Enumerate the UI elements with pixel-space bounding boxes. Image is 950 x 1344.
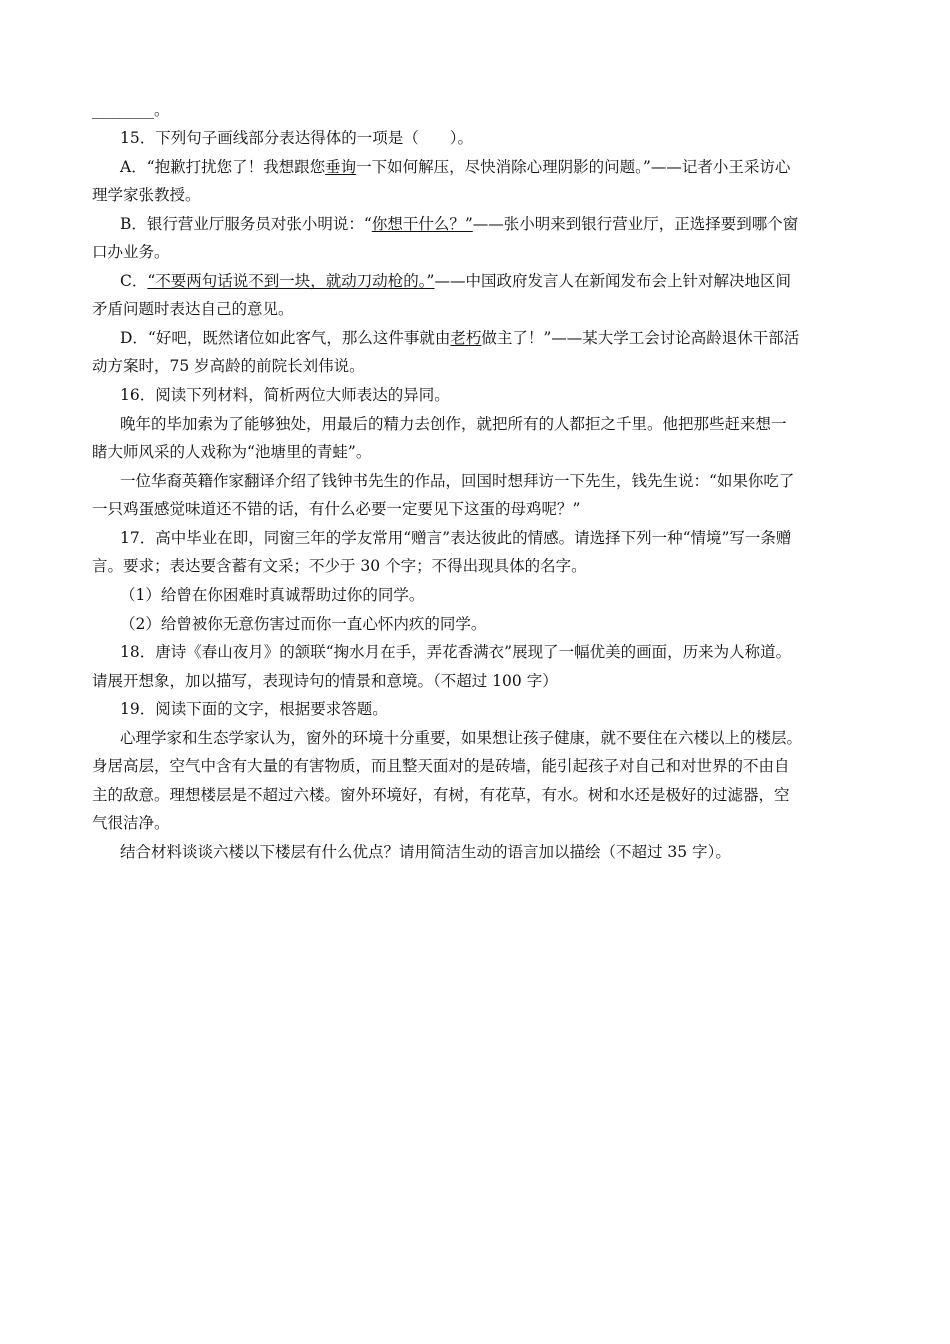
question-17-line-2: 言。要求；表达要含蓄有文采；不少于 30 个字；不得出现具体的名字。 — [92, 557, 587, 575]
option-15c-cont: 矛盾问题时表达自己的意见。 — [92, 300, 294, 318]
question-19-stem: 19．阅读下面的文字，根据要求答题。 — [120, 700, 388, 718]
q16-material-1-line-1: 晚年的毕加索为了能够独处，用最后的精力去创作，就把所有的人都拒之千里。他把那些赶来想一 — [120, 415, 787, 433]
option-15b-post: ——张小明来到银行营业厅，正选择要到哪个窗 — [472, 215, 799, 233]
option-15d-cont: 动方案时，75 岁高龄的前院长刘伟说。 — [92, 357, 365, 375]
option-15b-pre: B．银行营业厅服务员对张小明说：“ — [120, 215, 372, 233]
option-15d-post: 做主了！”——某大学工会讨论高龄退休干部活 — [481, 329, 800, 347]
option-15d-underlined: 老朽 — [450, 329, 482, 347]
option-15b-underlined: 你想干什么？” — [371, 215, 473, 233]
option-15a-underlined: 垂询 — [325, 158, 357, 176]
q19-passage-line-2: 身居高层，空气中含有大量的有害物质，而且整天面对的是砖墙，能引起孩子对自己和对世界的不由自 — [92, 757, 790, 775]
q17-option-2: （2）给曾被你无意伤害过而你一直心怀内疚的同学。 — [120, 615, 487, 633]
question-18-line-2: 请展开想象，加以描写，表现诗句的情景和意境。（不超过 100 字） — [92, 672, 558, 690]
q19-passage-line-1: 心理学家和生态学家认为，窗外的环境十分重要，如果想让孩子健康，就不要住在六楼以上的楼层。 — [120, 729, 803, 747]
option-15c — [120, 271, 791, 291]
option-15c-underlined: “不要两句话说不到一块，就动刀动枪的。” — [147, 272, 435, 290]
option-15d-pre: D．“好吧，既然诸位如此客气，那么这件事就由 — [120, 329, 451, 347]
option-15b — [120, 214, 798, 234]
option-15a — [120, 157, 790, 177]
option-15c-pre: C． — [120, 272, 148, 290]
question-15-stem: 15．下列句子画线部分表达得体的一项是（ ）。 — [120, 129, 473, 147]
option-15d — [120, 328, 799, 348]
q16-material-1-line-2: 睹大师风采的人戏称为“池塘里的青蛙”。 — [92, 443, 372, 461]
option-15b-cont: 口办业务。 — [92, 243, 170, 261]
q16-material-2-line-1: 一位华裔英籍作家翻译介绍了钱钟书先生的作品，回国时想拜访一下先生，钱先生说：“如果你吃了 — [120, 472, 795, 490]
q19-passage-line-4: 气很洁净。 — [92, 814, 170, 832]
question-16-stem: 16．阅读下列材料，简析两位大师表达的异同。 — [120, 386, 450, 404]
answer-blank-tail: ________。 — [92, 101, 170, 119]
q17-option-1: （1）给曾在你困难时真诚帮助过你的同学。 — [120, 586, 425, 604]
q16-material-2-line-2: 一只鸡蛋感觉味道还不错的话，有什么必要一定要见下这蛋的母鸡呢？” — [92, 500, 581, 518]
option-15a-pre: A．“抱歉打扰您了！我想跟您 — [120, 158, 326, 176]
q19-task: 结合材料谈谈六楼以下楼层有什么优点？请用简洁生动的语言加以描绘（不超过 35 字）。 — [120, 843, 731, 861]
q19-passage-line-3: 主的敌意。理想楼层是不超过六楼。窗外环境好，有树，有花草，有水。树和水还是极好的过滤器，空 — [92, 786, 790, 804]
option-15c-post: ——中国政府发言人在新闻发布会上针对解决地区间 — [434, 272, 791, 290]
question-18-line-1: 18．唐诗《春山夜月》的颔联“掬水月在手，弄花香满衣”展现了一幅优美的画面，历来为人称道。 — [120, 643, 792, 661]
option-15a-post: 一下如何解压，尽快消除心理阴影的问题。”——记者小王采访心 — [356, 158, 791, 176]
question-17-line-1: 17．高中毕业在即，同窗三年的学友常用“赠言”表达彼此的情感。请选择下列一种“情境”写一条赠 — [120, 529, 792, 547]
option-15a-cont: 理学家张教授。 — [92, 186, 201, 204]
